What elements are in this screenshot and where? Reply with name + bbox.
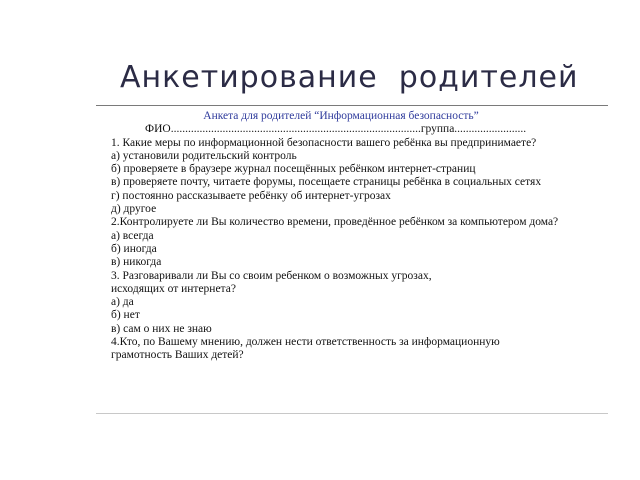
- slide-title: Анкетирование родителей: [120, 60, 579, 95]
- q2-option-a: а) всегда: [111, 229, 154, 242]
- q1-option-b: б) проверяете в браузере журнал посещённых ребёнком интернет-страниц: [111, 163, 476, 176]
- q2-option-b: б) иногда: [111, 242, 157, 255]
- questionnaire-heading: Анкета для родителей “Информационная безопасность”: [203, 110, 479, 122]
- bottom-divider: [96, 413, 608, 414]
- question-3-line-1: 3. Разговаривали ли Вы со своим ребенком о возможных угрозах,: [111, 269, 432, 282]
- question-3-line-2: исходящих от интернета?: [111, 282, 236, 295]
- q3-option-c: в) сам о них не знаю: [111, 322, 212, 335]
- question-2: 2.Контролируете ли Вы количество времени, проведённое ребёнком за компьютером дома?: [111, 216, 559, 229]
- questionnaire-document: [111, 110, 591, 363]
- q3-option-a: а) да: [111, 296, 134, 309]
- q1-option-c: в) проверяете почту, читаете форумы, посещаете страницы ребёнка в социальных сетях: [111, 176, 542, 189]
- q3-option-b: б) нет: [111, 309, 140, 322]
- q1-option-e: д) другое: [111, 203, 157, 216]
- q1-option-a: а) установили родительский контроль: [111, 149, 297, 162]
- question-1: 1. Какие меры по информационной безопасности вашего ребёнка вы предпринимаете?: [111, 136, 537, 149]
- question-4-line-1: 4.Кто, по Вашему мнению, должен нести ответственность за информационную: [111, 336, 500, 349]
- question-4-line-2: грамотность Ваших детей?: [111, 349, 244, 362]
- q1-option-d: г) постоянно рассказываете ребёнку об интернет-угрозах: [111, 189, 391, 202]
- top-divider: [96, 105, 608, 106]
- fio-line: ФИО.......................................................................................группа.........................: [145, 123, 527, 136]
- q2-option-c: в) никогда: [111, 256, 162, 269]
